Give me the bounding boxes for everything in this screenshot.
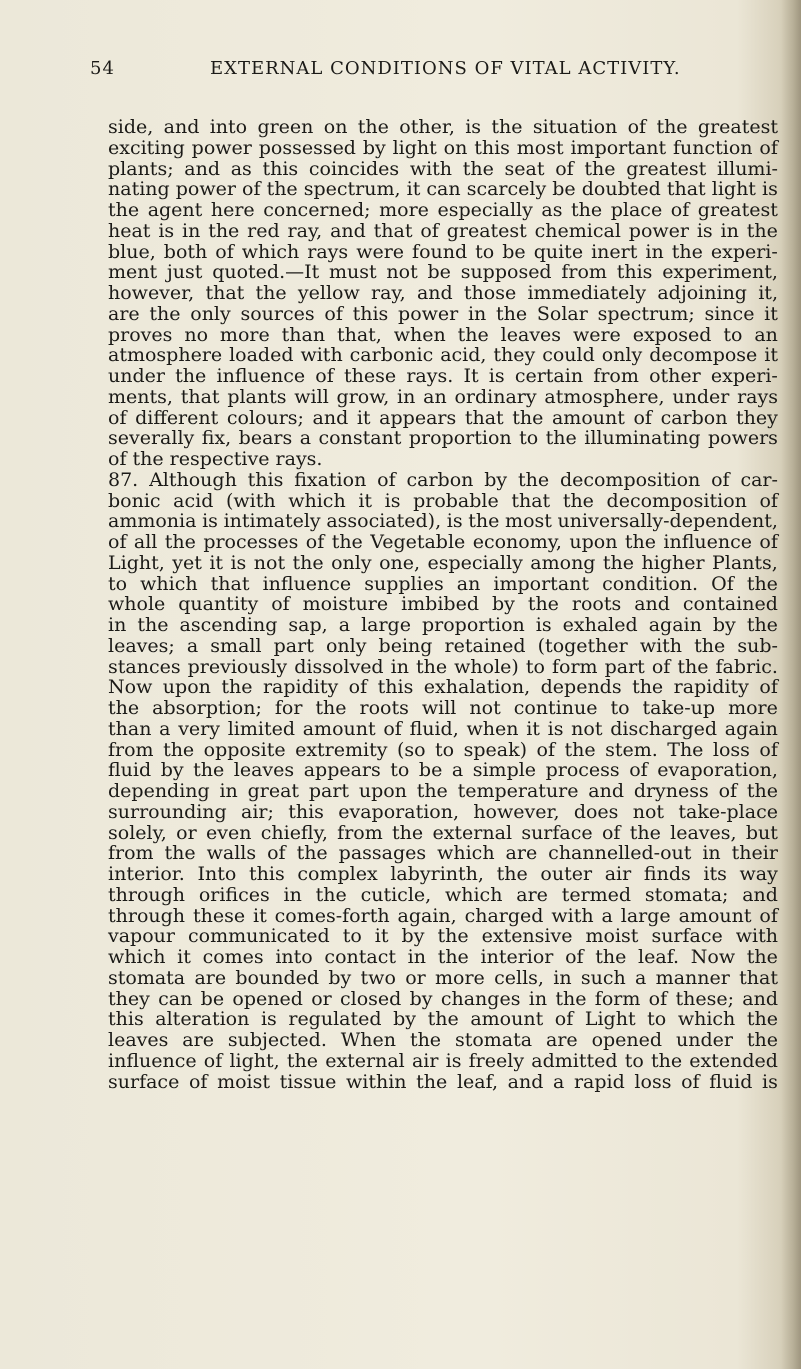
text-line: influence of light, the external air is freely admitted to the extended — [108, 1049, 778, 1072]
text-line: of different colours; and it appears that the amount of carbon they — [108, 406, 778, 429]
text-line: severally fix, bears a constant proportion to the illuminating powers — [108, 427, 778, 450]
text-line: plants; and as this coincides with the seat of the greatest illumi- — [108, 157, 778, 180]
text-line: Now upon the rapidity of this exhalation, depends the rapidity of — [108, 676, 778, 699]
text-line: through orifices in the cuticle, which are termed stomata; and — [108, 883, 778, 906]
body-text — [108, 117, 778, 1092]
text-line: fluid by the leaves appears to be a simple process of evaporation, — [108, 759, 778, 782]
text-line: stances previously dissolved in the whole) to form part of the fabric. — [108, 655, 778, 678]
text-line: interior. Into this complex labyrinth, the outer air finds its way — [108, 863, 778, 885]
text-line: through these it comes-forth again, charged with a large amount of — [108, 904, 778, 927]
text-line: stomata are bounded by two or more cells, in such a manner that — [108, 966, 778, 989]
text-line: of all the processes of the Vegetable economy, upon the influence of — [108, 531, 778, 553]
text-line: under the influence of these rays. It is certain from other experi- — [108, 365, 778, 387]
text-line: blue, both of which rays were found to be quite inert in the experi- — [108, 240, 778, 263]
text-line: proves no more than that, when the leaves were exposed to an — [108, 323, 778, 346]
text-line: side, and into green on the other, is the situation of the greatest — [108, 116, 778, 138]
text-line: than a very limited amount of fluid, when it is not discharged again — [108, 717, 778, 740]
text-line: the agent here concerned; more especially as the place of greatest — [108, 199, 778, 221]
text-line: atmosphere loaded with carbonic acid, they could only decompose it — [108, 344, 778, 367]
text-line: surrounding air; this evaporation, however, does not take-place — [108, 800, 778, 823]
text-line: nating power of the spectrum, it can scarcely be doubted that light is — [108, 178, 778, 201]
text-line: leaves are subjected. When the stomata are opened under the — [108, 1029, 778, 1051]
page-edge-shadow — [781, 0, 801, 1369]
running-title: EXTERNAL CONDITIONS OF VITAL ACTIVITY. — [210, 58, 681, 79]
text-line: heat is in the red ray, and that of greatest chemical power is in the — [108, 219, 778, 242]
page-number: 54 — [90, 58, 115, 79]
text-line: the absorption; for the roots will not continue to take-up more — [108, 697, 778, 719]
text-line: solely, or even chiefly, from the external surface of the leaves, but — [108, 821, 778, 844]
text-line: however, that the yellow ray, and those immediately adjoining it, — [108, 282, 778, 304]
page-header — [90, 58, 780, 90]
text-line: leaves; a small part only being retained (together with the sub- — [108, 634, 778, 657]
text-line: of the respective rays. — [108, 448, 323, 470]
text-line: ments, that plants will grow, in an ordinary atmosphere, under rays — [108, 385, 778, 408]
text-line: from the walls of the passages which are channelled-out in their — [108, 842, 778, 865]
text-line: bonic acid (with which it is probable that the decomposition of — [108, 489, 778, 512]
text-line: exciting power possessed by light on this most important function of — [108, 136, 778, 159]
text-line: Light, yet it is not the only one, especially among the higher Plants, — [108, 551, 778, 574]
text-line: ammonia is intimately associated), is the most universally-dependent, — [108, 510, 778, 533]
text-line: vapour communicated to it by the extensive moist surface with — [108, 925, 778, 948]
text-line: to which that influence supplies an important condition. Of the — [108, 572, 778, 595]
text-line: whole quantity of moisture imbibed by the roots and contained — [108, 593, 778, 616]
text-line: are the only sources of this power in the Solar spectrum; since it — [108, 302, 778, 325]
text-line: from the opposite extremity (so to speak) of the stem. The loss of — [108, 738, 778, 761]
text-line: this alteration is regulated by the amount of Light to which the — [108, 1008, 778, 1031]
text-line: depending in great part upon the temperature and dryness of the — [108, 780, 778, 802]
text-line: in the ascending sap, a large proportion is exhaled again by the — [108, 614, 778, 636]
text-line: 87. Although this fixation of carbon by the decomposition of car- — [108, 468, 778, 491]
text-line: ment just quoted.—It must not be supposed from this experiment, — [108, 261, 778, 284]
text-line: they can be opened or closed by changes in the form of these; and — [108, 987, 778, 1010]
text-line: surface of moist tissue within the leaf, and a rapid loss of fluid is — [108, 1070, 778, 1093]
text-line: which it comes into contact in the interior of the leaf. Now the — [108, 946, 778, 968]
